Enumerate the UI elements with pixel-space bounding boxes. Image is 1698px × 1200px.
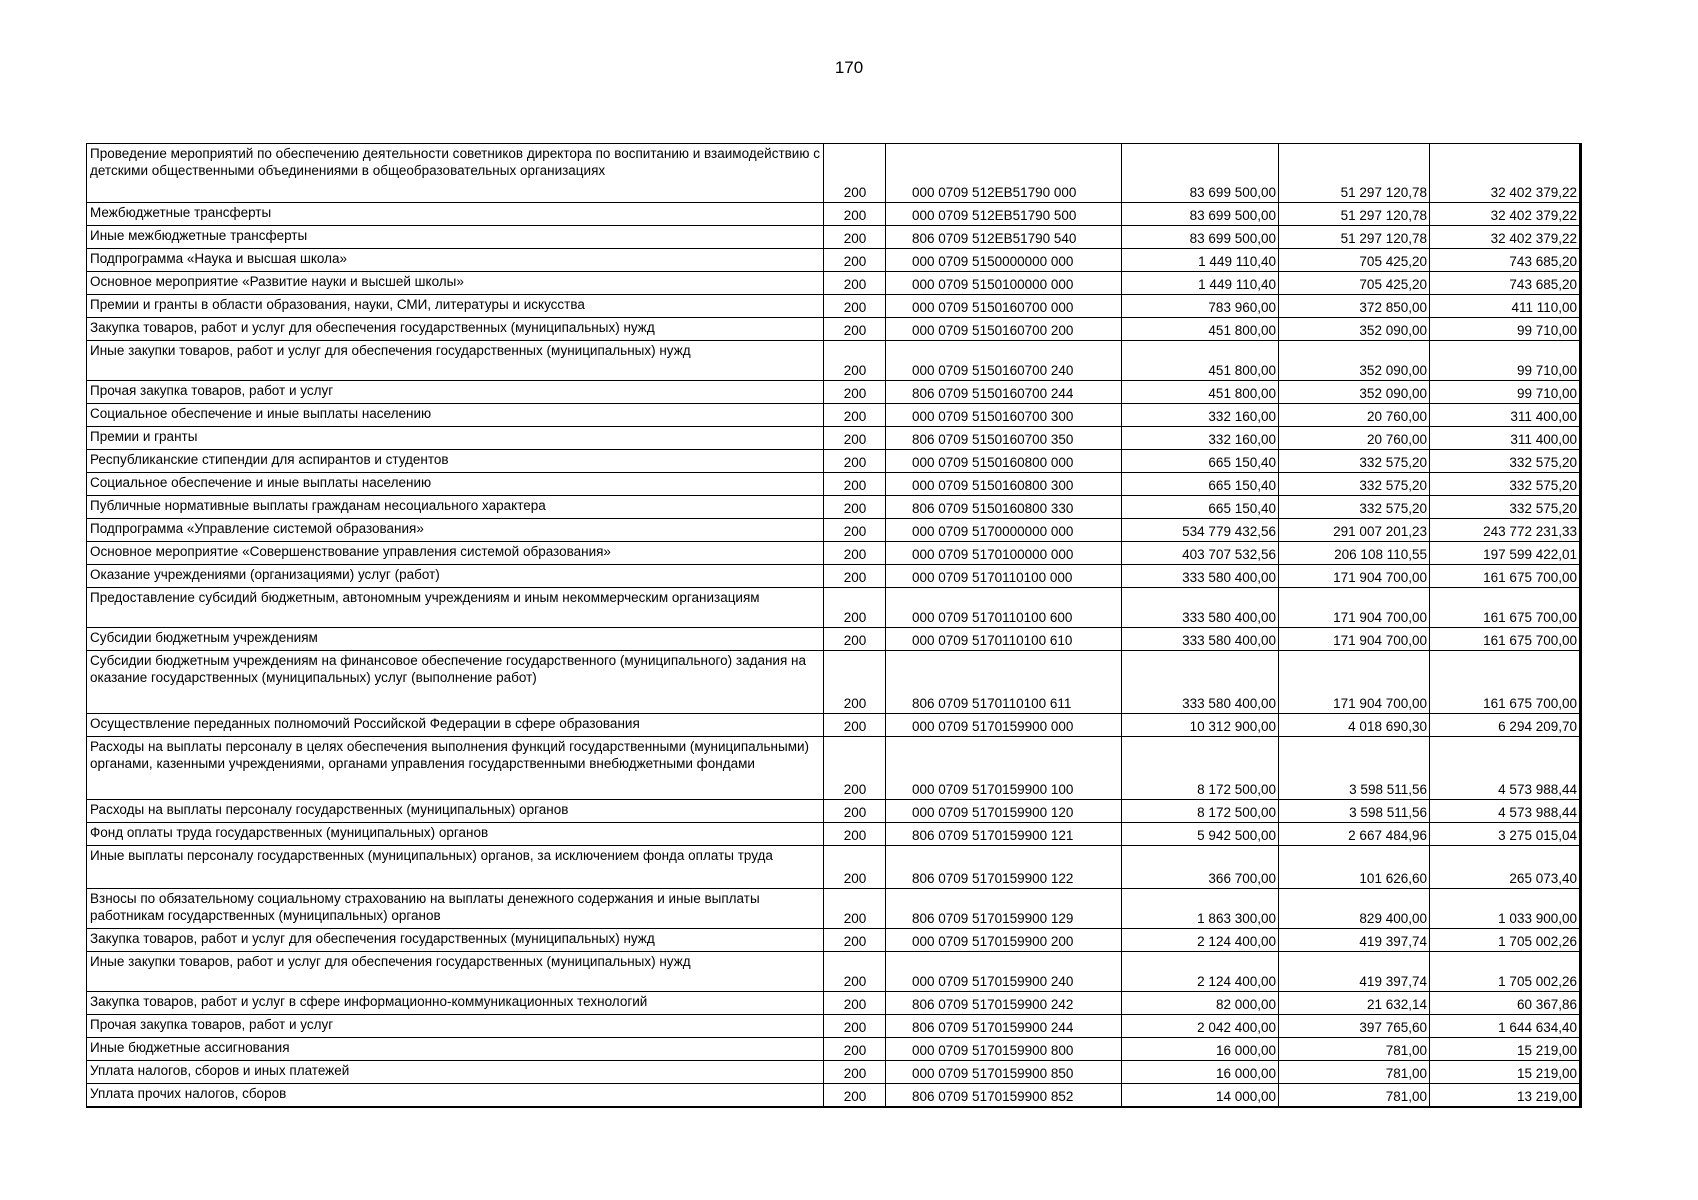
row-code-cell: 200: [824, 272, 886, 295]
row-name-cell: Основное мероприятие «Развитие науки и высшей школы»: [87, 272, 824, 295]
row-executed-cell: 21 632,14: [1279, 992, 1430, 1015]
row-approved-cell: 451 800,00: [1122, 381, 1279, 404]
row-code-cell: 200: [824, 1015, 886, 1038]
row-name-cell: Иные закупки товаров, работ и услуг для обеспечения государственных (муниципальных) нужд: [87, 341, 824, 381]
row-remaining-cell: 161 675 700,00: [1430, 651, 1581, 714]
row-kbk-cell: 000 0709 5150000000 000: [886, 249, 1122, 272]
row-kbk-cell: 806 0709 5170159900 129: [886, 889, 1122, 929]
row-code-cell: 200: [824, 450, 886, 473]
table-row: [87, 341, 1581, 381]
row-remaining-cell: 4 573 988,44: [1430, 737, 1581, 800]
row-approved-cell: 333 580 400,00: [1122, 651, 1279, 714]
row-kbk-cell: 000 0709 5170159900 240: [886, 952, 1122, 992]
row-remaining-cell: 99 710,00: [1430, 341, 1581, 381]
row-name-cell: Прочая закупка товаров, работ и услуг: [87, 381, 824, 404]
table-body: [87, 144, 1581, 1108]
row-name-cell: Прочая закупка товаров, работ и услуг: [87, 1015, 824, 1038]
table-row: [87, 889, 1581, 929]
row-code-cell: 200: [824, 519, 886, 542]
row-name-cell: Уплата прочих налогов, сборов: [87, 1084, 824, 1108]
row-code-cell: 200: [824, 542, 886, 565]
row-code-cell: 200: [824, 929, 886, 952]
row-name-cell: Межбюджетные трансферты: [87, 203, 824, 226]
table-row: [87, 1084, 1581, 1108]
row-code-cell: 200: [824, 737, 886, 800]
row-approved-cell: 2 124 400,00: [1122, 952, 1279, 992]
row-kbk-cell: 000 0709 5170159900 120: [886, 800, 1122, 823]
table-row: [87, 473, 1581, 496]
row-remaining-cell: 3 275 015,04: [1430, 823, 1581, 846]
row-approved-cell: 1 863 300,00: [1122, 889, 1279, 929]
row-name-cell: Премии и гранты в области образования, науки, СМИ, литературы и искусства: [87, 295, 824, 318]
table-row: [87, 427, 1581, 450]
row-approved-cell: 1 449 110,40: [1122, 272, 1279, 295]
row-approved-cell: 82 000,00: [1122, 992, 1279, 1015]
row-executed-cell: 20 760,00: [1279, 427, 1430, 450]
row-name-cell: Закупка товаров, работ и услуг для обеспечения государственных (муниципальных) нужд: [87, 318, 824, 341]
row-executed-cell: 781,00: [1279, 1084, 1430, 1108]
row-kbk-cell: 000 0709 5150160800 300: [886, 473, 1122, 496]
row-approved-cell: 366 700,00: [1122, 846, 1279, 889]
row-code-cell: 200: [824, 144, 886, 203]
row-executed-cell: 171 904 700,00: [1279, 651, 1430, 714]
row-remaining-cell: 60 367,86: [1430, 992, 1581, 1015]
row-executed-cell: 332 575,20: [1279, 473, 1430, 496]
row-executed-cell: 20 760,00: [1279, 404, 1430, 427]
row-approved-cell: 5 942 500,00: [1122, 823, 1279, 846]
row-name-cell: Премии и гранты: [87, 427, 824, 450]
row-code-cell: 200: [824, 823, 886, 846]
row-code-cell: 200: [824, 341, 886, 381]
row-kbk-cell: 000 0709 5170000000 000: [886, 519, 1122, 542]
table-row: [87, 565, 1581, 588]
row-approved-cell: 16 000,00: [1122, 1061, 1279, 1084]
table-row: [87, 496, 1581, 519]
row-kbk-cell: 806 0709 5170159900 242: [886, 992, 1122, 1015]
row-name-cell: Иные выплаты персоналу государственных (муниципальных) органов, за исключением фонда оплаты труда: [87, 846, 824, 889]
table-row: [87, 800, 1581, 823]
row-executed-cell: 291 007 201,23: [1279, 519, 1430, 542]
table-row: [87, 737, 1581, 800]
row-remaining-cell: 161 675 700,00: [1430, 565, 1581, 588]
row-approved-cell: 83 699 500,00: [1122, 226, 1279, 249]
row-code-cell: 200: [824, 1038, 886, 1061]
table-row: [87, 846, 1581, 889]
row-remaining-cell: 15 219,00: [1430, 1061, 1581, 1084]
row-approved-cell: 332 160,00: [1122, 404, 1279, 427]
row-executed-cell: 2 667 484,96: [1279, 823, 1430, 846]
table-row: [87, 542, 1581, 565]
row-remaining-cell: 311 400,00: [1430, 427, 1581, 450]
row-name-cell: Социальное обеспечение и иные выплаты населению: [87, 473, 824, 496]
row-executed-cell: 171 904 700,00: [1279, 588, 1430, 628]
row-code-cell: 200: [824, 404, 886, 427]
row-kbk-cell: 000 0709 512ЕВ51790 500: [886, 203, 1122, 226]
row-code-cell: 200: [824, 226, 886, 249]
row-remaining-cell: 1 033 900,00: [1430, 889, 1581, 929]
row-approved-cell: 333 580 400,00: [1122, 588, 1279, 628]
row-remaining-cell: 332 575,20: [1430, 450, 1581, 473]
row-code-cell: 200: [824, 427, 886, 450]
row-kbk-cell: 806 0709 5170110100 611: [886, 651, 1122, 714]
row-executed-cell: 171 904 700,00: [1279, 565, 1430, 588]
row-executed-cell: 332 575,20: [1279, 496, 1430, 519]
row-executed-cell: 3 598 511,56: [1279, 800, 1430, 823]
row-remaining-cell: 6 294 209,70: [1430, 714, 1581, 737]
row-code-cell: 200: [824, 846, 886, 889]
row-code-cell: 200: [824, 381, 886, 404]
row-name-cell: Субсидии бюджетным учреждениям на финансовое обеспечение государственного (муниципального) задания на оказание государственных (муниципальных) услуг (выполнение работ): [87, 651, 824, 714]
row-kbk-cell: 000 0709 5170159900 000: [886, 714, 1122, 737]
row-kbk-cell: 000 0709 5170159900 850: [886, 1061, 1122, 1084]
row-name-cell: Иные бюджетные ассигнования: [87, 1038, 824, 1061]
row-kbk-cell: 000 0709 5150160700 200: [886, 318, 1122, 341]
row-remaining-cell: 4 573 988,44: [1430, 800, 1581, 823]
row-approved-cell: 451 800,00: [1122, 341, 1279, 381]
row-code-cell: 200: [824, 318, 886, 341]
row-name-cell: Республиканские стипендии для аспирантов и студентов: [87, 450, 824, 473]
row-executed-cell: 171 904 700,00: [1279, 628, 1430, 651]
row-code-cell: 200: [824, 714, 886, 737]
row-name-cell: Подпрограмма «Управление системой образования»: [87, 519, 824, 542]
row-executed-cell: 372 850,00: [1279, 295, 1430, 318]
row-executed-cell: 781,00: [1279, 1038, 1430, 1061]
row-remaining-cell: 243 772 231,33: [1430, 519, 1581, 542]
row-kbk-cell: 806 0709 5170159900 122: [886, 846, 1122, 889]
row-name-cell: Иные межбюджетные трансферты: [87, 226, 824, 249]
row-executed-cell: 352 090,00: [1279, 318, 1430, 341]
row-executed-cell: 332 575,20: [1279, 450, 1430, 473]
row-name-cell: Основное мероприятие «Совершенствование управления системой образования»: [87, 542, 824, 565]
row-executed-cell: 419 397,74: [1279, 929, 1430, 952]
row-approved-cell: 333 580 400,00: [1122, 565, 1279, 588]
row-name-cell: Проведение мероприятий по обеспечению деятельности советников директора по воспитанию и взаимодействию с детскими общественными объединениями в общеобразовательных организациях: [87, 144, 824, 203]
row-remaining-cell: 99 710,00: [1430, 318, 1581, 341]
row-kbk-cell: 806 0709 5150160800 330: [886, 496, 1122, 519]
row-code-cell: 200: [824, 889, 886, 929]
row-approved-cell: 332 160,00: [1122, 427, 1279, 450]
row-kbk-cell: 000 0709 5150160800 000: [886, 450, 1122, 473]
row-remaining-cell: 15 219,00: [1430, 1038, 1581, 1061]
row-name-cell: Расходы на выплаты персоналу в целях обеспечения выполнения функций государственными (муниципальными) органами, казенными учреждениями, органами управления государственными внебюджетными фондами: [87, 737, 824, 800]
row-executed-cell: 352 090,00: [1279, 381, 1430, 404]
row-remaining-cell: 743 685,20: [1430, 272, 1581, 295]
row-remaining-cell: 197 599 422,01: [1430, 542, 1581, 565]
row-kbk-cell: 000 0709 5170110100 000: [886, 565, 1122, 588]
row-kbk-cell: 000 0709 5170110100 610: [886, 628, 1122, 651]
row-code-cell: 200: [824, 952, 886, 992]
row-kbk-cell: 000 0709 5150160700 240: [886, 341, 1122, 381]
row-approved-cell: 14 000,00: [1122, 1084, 1279, 1108]
row-executed-cell: 51 297 120,78: [1279, 144, 1430, 203]
row-kbk-cell: 806 0709 5150160700 244: [886, 381, 1122, 404]
row-remaining-cell: 332 575,20: [1430, 473, 1581, 496]
row-code-cell: 200: [824, 203, 886, 226]
table-row: [87, 952, 1581, 992]
row-executed-cell: 781,00: [1279, 1061, 1430, 1084]
row-code-cell: 200: [824, 651, 886, 714]
table-row: [87, 519, 1581, 542]
row-name-cell: Публичные нормативные выплаты гражданам несоциального характера: [87, 496, 824, 519]
row-remaining-cell: 311 400,00: [1430, 404, 1581, 427]
row-code-cell: 200: [824, 1061, 886, 1084]
row-approved-cell: 665 150,40: [1122, 496, 1279, 519]
table-row: [87, 1061, 1581, 1084]
row-kbk-cell: 806 0709 5170159900 121: [886, 823, 1122, 846]
table-row: [87, 249, 1581, 272]
row-executed-cell: 4 018 690,30: [1279, 714, 1430, 737]
row-kbk-cell: 000 0709 5170110100 600: [886, 588, 1122, 628]
row-code-cell: 200: [824, 295, 886, 318]
row-remaining-cell: 1 644 634,40: [1430, 1015, 1581, 1038]
row-code-cell: 200: [824, 473, 886, 496]
table-row: [87, 1038, 1581, 1061]
row-approved-cell: 1 449 110,40: [1122, 249, 1279, 272]
row-kbk-cell: 000 0709 5170159900 100: [886, 737, 1122, 800]
table-row: [87, 450, 1581, 473]
row-executed-cell: 51 297 120,78: [1279, 203, 1430, 226]
row-executed-cell: 829 400,00: [1279, 889, 1430, 929]
row-approved-cell: 16 000,00: [1122, 1038, 1279, 1061]
table-row: [87, 714, 1581, 737]
row-kbk-cell: 000 0709 5170159900 800: [886, 1038, 1122, 1061]
row-code-cell: 200: [824, 496, 886, 519]
row-name-cell: Осуществление переданных полномочий Российской Федерации в сфере образования: [87, 714, 824, 737]
row-executed-cell: 51 297 120,78: [1279, 226, 1430, 249]
row-remaining-cell: 32 402 379,22: [1430, 144, 1581, 203]
row-approved-cell: 8 172 500,00: [1122, 737, 1279, 800]
table-row: [87, 628, 1581, 651]
row-executed-cell: 397 765,60: [1279, 1015, 1430, 1038]
row-remaining-cell: 411 110,00: [1430, 295, 1581, 318]
table-row: [87, 295, 1581, 318]
row-name-cell: Субсидии бюджетным учреждениям: [87, 628, 824, 651]
row-remaining-cell: 32 402 379,22: [1430, 203, 1581, 226]
row-approved-cell: 83 699 500,00: [1122, 203, 1279, 226]
table-row: [87, 823, 1581, 846]
row-name-cell: Закупка товаров, работ и услуг в сфере информационно-коммуникационных технологий: [87, 992, 824, 1015]
row-remaining-cell: 13 219,00: [1430, 1084, 1581, 1108]
row-approved-cell: 665 150,40: [1122, 473, 1279, 496]
row-code-cell: 200: [824, 800, 886, 823]
row-executed-cell: 3 598 511,56: [1279, 737, 1430, 800]
table-row: [87, 992, 1581, 1015]
row-code-cell: 200: [824, 588, 886, 628]
table-row: [87, 381, 1581, 404]
table-row: [87, 318, 1581, 341]
table-row: [87, 929, 1581, 952]
row-approved-cell: 333 580 400,00: [1122, 628, 1279, 651]
row-remaining-cell: 161 675 700,00: [1430, 588, 1581, 628]
row-kbk-cell: 806 0709 512ЕВ51790 540: [886, 226, 1122, 249]
table-row: [87, 1015, 1581, 1038]
page-number: 170: [834, 58, 864, 77]
row-code-cell: 200: [824, 992, 886, 1015]
row-name-cell: Подпрограмма «Наука и высшая школа»: [87, 249, 824, 272]
row-executed-cell: 101 626,60: [1279, 846, 1430, 889]
row-code-cell: 200: [824, 565, 886, 588]
table-row: [87, 203, 1581, 226]
row-name-cell: Предоставление субсидий бюджетным, автономным учреждениям и иным некоммерческим организациям: [87, 588, 824, 628]
row-executed-cell: 206 108 110,55: [1279, 542, 1430, 565]
table-row: [87, 404, 1581, 427]
row-executed-cell: 705 425,20: [1279, 249, 1430, 272]
table-row: [87, 272, 1581, 295]
row-remaining-cell: 99 710,00: [1430, 381, 1581, 404]
row-executed-cell: 705 425,20: [1279, 272, 1430, 295]
row-name-cell: Взносы по обязательному социальному страхованию на выплаты денежного содержания и иные выплаты работникам государственных (муниципальных) органов: [87, 889, 824, 929]
row-kbk-cell: 000 0709 5170159900 200: [886, 929, 1122, 952]
row-name-cell: Фонд оплаты труда государственных (муниципальных) органов: [87, 823, 824, 846]
row-executed-cell: 352 090,00: [1279, 341, 1430, 381]
table-row: [87, 651, 1581, 714]
row-remaining-cell: 1 705 002,26: [1430, 952, 1581, 992]
row-approved-cell: 10 312 900,00: [1122, 714, 1279, 737]
row-kbk-cell: 806 0709 5170159900 244: [886, 1015, 1122, 1038]
row-kbk-cell: 000 0709 5170100000 000: [886, 542, 1122, 565]
row-remaining-cell: 1 705 002,26: [1430, 929, 1581, 952]
row-kbk-cell: 806 0709 5150160700 350: [886, 427, 1122, 450]
row-remaining-cell: 161 675 700,00: [1430, 628, 1581, 651]
row-name-cell: Социальное обеспечение и иные выплаты населению: [87, 404, 824, 427]
table-row: [87, 144, 1581, 203]
row-name-cell: Расходы на выплаты персоналу государственных (муниципальных) органов: [87, 800, 824, 823]
row-code-cell: 200: [824, 1084, 886, 1108]
row-approved-cell: 403 707 532,56: [1122, 542, 1279, 565]
row-remaining-cell: 32 402 379,22: [1430, 226, 1581, 249]
row-name-cell: Оказание учреждениями (организациями) услуг (работ): [87, 565, 824, 588]
row-remaining-cell: 332 575,20: [1430, 496, 1581, 519]
row-kbk-cell: 000 0709 5150160700 000: [886, 295, 1122, 318]
row-code-cell: 200: [824, 249, 886, 272]
row-approved-cell: 451 800,00: [1122, 318, 1279, 341]
row-remaining-cell: 265 073,40: [1430, 846, 1581, 889]
row-executed-cell: 419 397,74: [1279, 952, 1430, 992]
table-row: [87, 588, 1581, 628]
row-approved-cell: 2 124 400,00: [1122, 929, 1279, 952]
row-remaining-cell: 743 685,20: [1430, 249, 1581, 272]
row-kbk-cell: 806 0709 5170159900 852: [886, 1084, 1122, 1108]
row-approved-cell: 665 150,40: [1122, 450, 1279, 473]
row-approved-cell: 2 042 400,00: [1122, 1015, 1279, 1038]
row-kbk-cell: 000 0709 512ЕВ51790 000: [886, 144, 1122, 203]
row-code-cell: 200: [824, 628, 886, 651]
budget-execution-table: [86, 143, 1582, 1108]
table-row: [87, 226, 1581, 249]
row-approved-cell: 8 172 500,00: [1122, 800, 1279, 823]
row-approved-cell: 783 960,00: [1122, 295, 1279, 318]
row-approved-cell: 534 779 432,56: [1122, 519, 1279, 542]
row-kbk-cell: 000 0709 5150160700 300: [886, 404, 1122, 427]
row-name-cell: Иные закупки товаров, работ и услуг для обеспечения государственных (муниципальных) нужд: [87, 952, 824, 992]
row-name-cell: Уплата налогов, сборов и иных платежей: [87, 1061, 824, 1084]
row-name-cell: Закупка товаров, работ и услуг для обеспечения государственных (муниципальных) нужд: [87, 929, 824, 952]
row-approved-cell: 83 699 500,00: [1122, 144, 1279, 203]
row-kbk-cell: 000 0709 5150100000 000: [886, 272, 1122, 295]
